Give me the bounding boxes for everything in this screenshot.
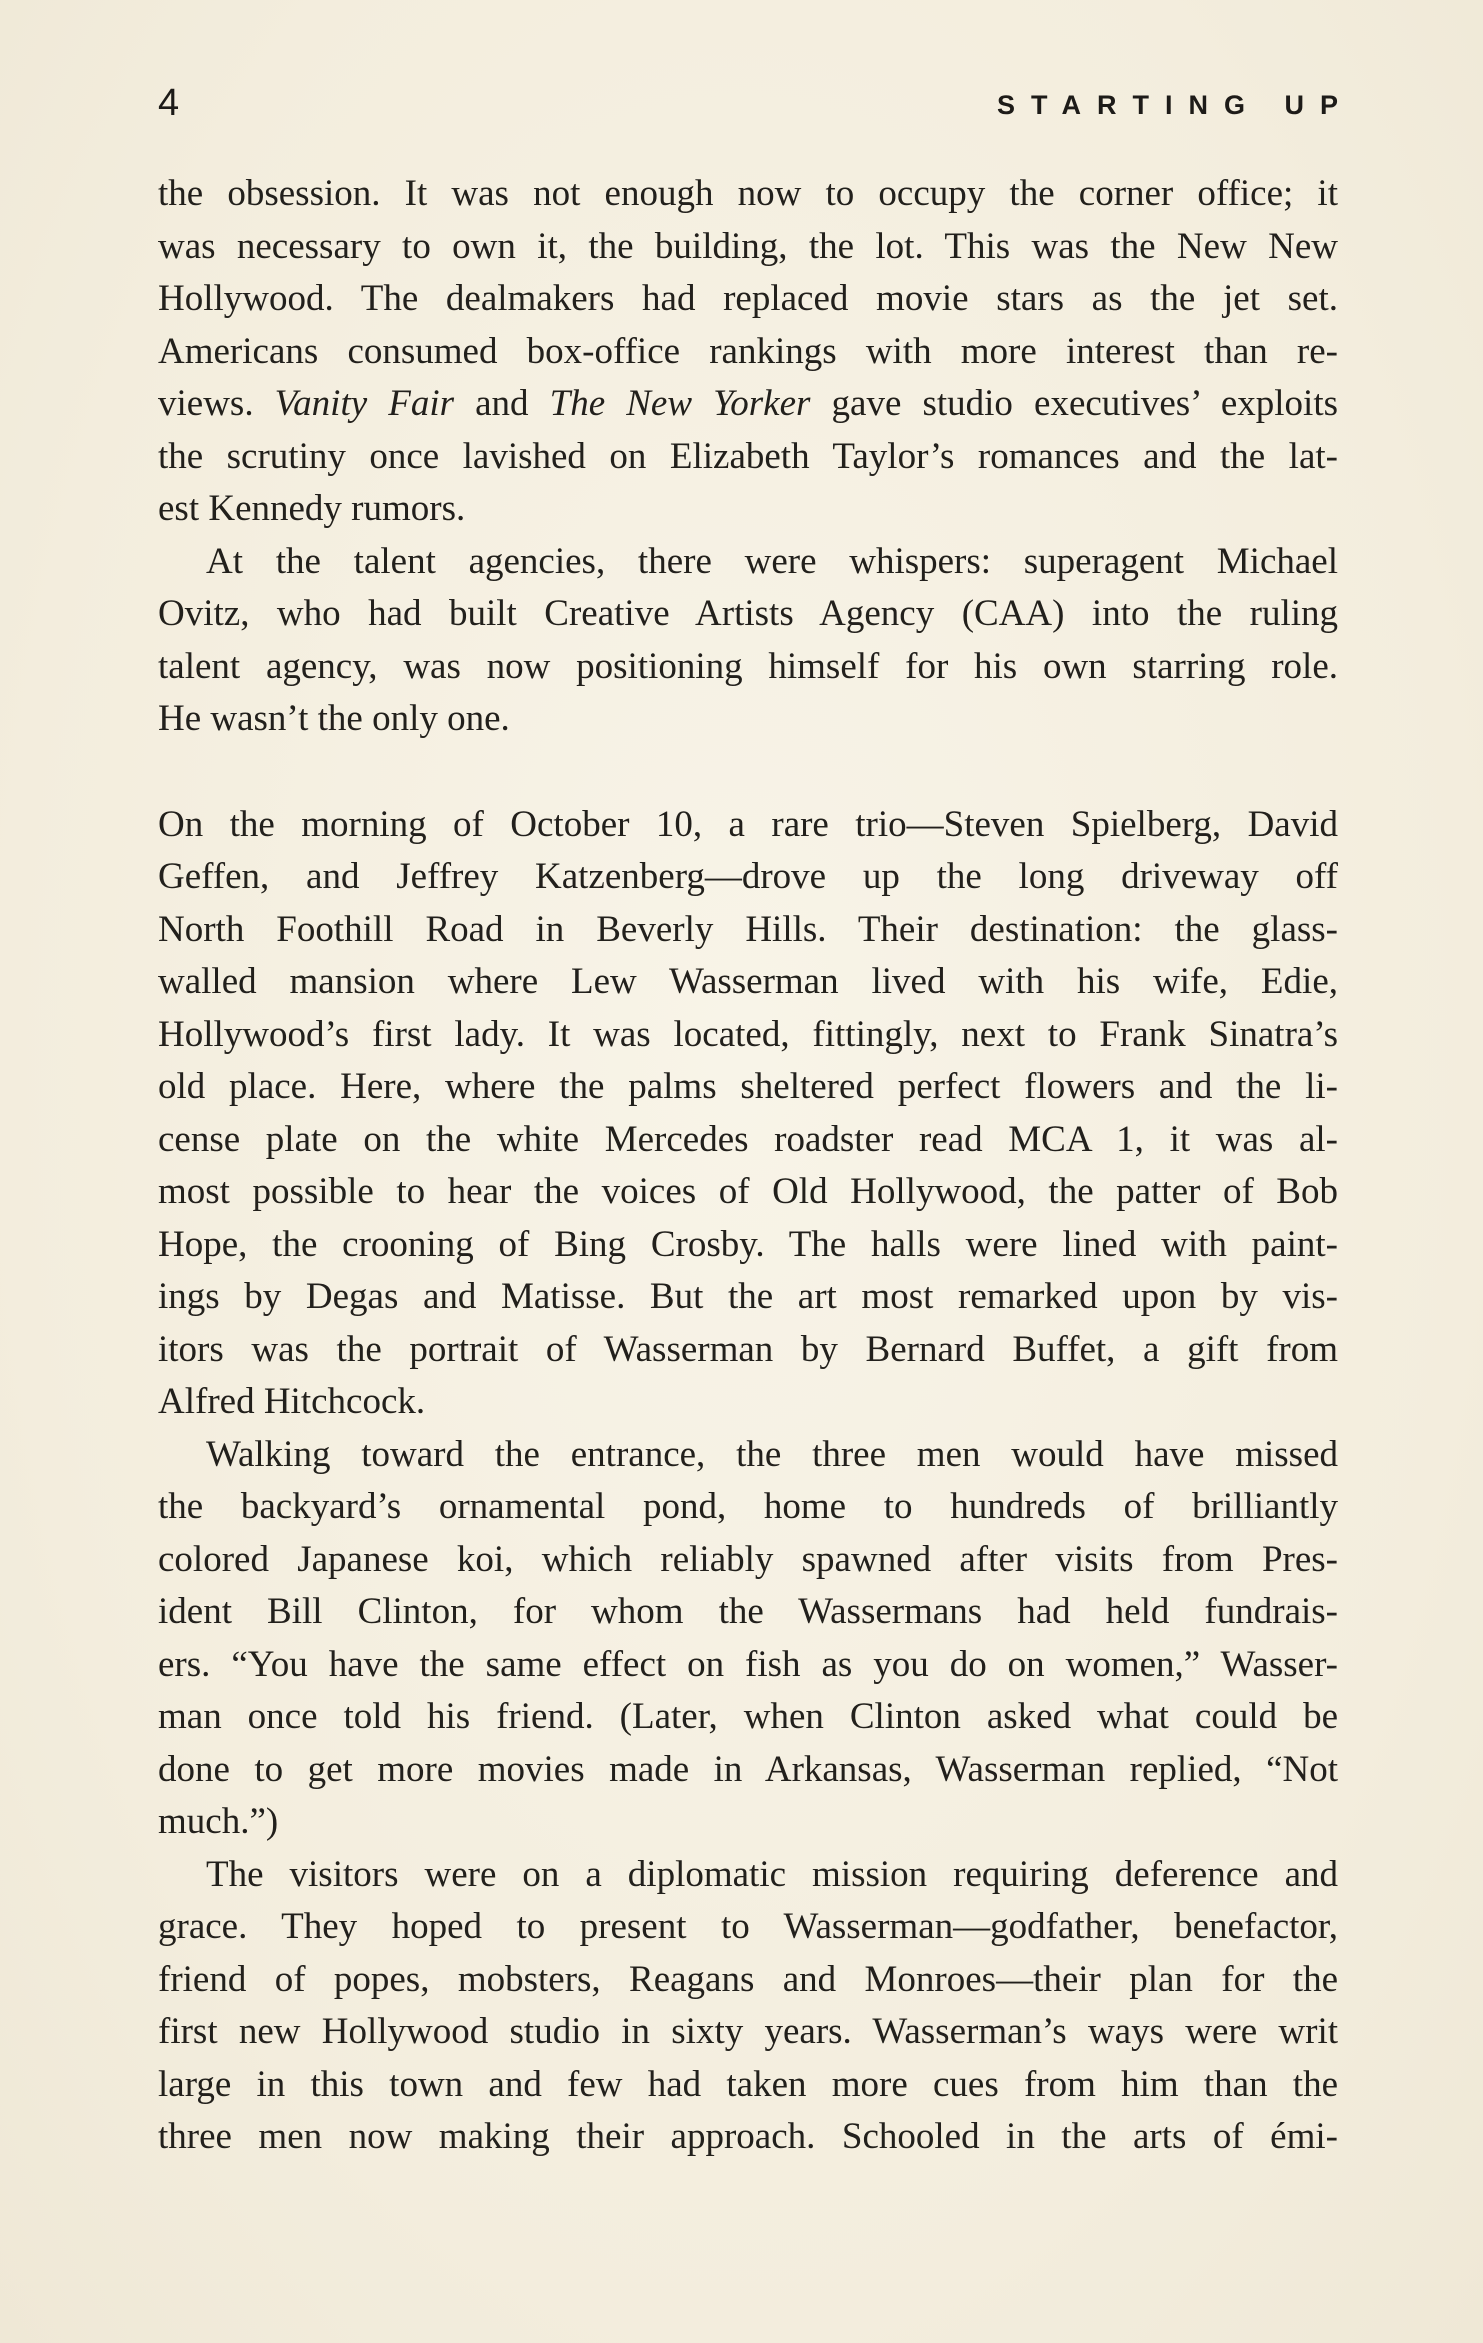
text-line bbox=[158, 1376, 1338, 1429]
text-run: Geffen, and Jeffrey Katzenberg—drove up the long driveway off bbox=[158, 856, 1338, 897]
paragraph bbox=[158, 168, 1338, 536]
text-run: colored Japanese koi, which reliably spawned after visits from Pres- bbox=[158, 1538, 1338, 1580]
text-run: the backyard’s ornamental pond, home to hundreds of brilliantly bbox=[158, 1486, 1338, 1527]
text-run: gave studio executives’ exploits bbox=[810, 383, 1338, 424]
text-line bbox=[158, 1219, 1338, 1272]
text-run: North Foothill Road in Beverly Hills. Their destination: the glass- bbox=[158, 908, 1338, 950]
text-line bbox=[158, 2059, 1338, 2112]
text-run: large in this town and few had taken more cues from him than the bbox=[158, 2063, 1338, 2105]
text-run: He wasn’t the only one. bbox=[158, 698, 510, 739]
text-line bbox=[158, 326, 1338, 379]
text-line bbox=[158, 956, 1338, 1009]
text-line bbox=[158, 1796, 1338, 1849]
text-line bbox=[158, 431, 1338, 484]
section-break bbox=[158, 746, 1338, 799]
text-line bbox=[158, 1691, 1338, 1744]
text-run: first new Hollywood studio in sixty years. Wasserman’s ways were writ bbox=[158, 2011, 1338, 2052]
text-run: ers. “You have the same effect on fish as you do on women,” Wasser- bbox=[158, 1643, 1338, 1685]
text-line bbox=[158, 1061, 1338, 1114]
text-line bbox=[158, 1481, 1338, 1534]
text-run: Alfred Hitchcock. bbox=[158, 1381, 426, 1422]
paragraph bbox=[158, 799, 1338, 1429]
text-run: Americans consumed box-office rankings with more interest than re- bbox=[158, 330, 1338, 372]
text-run: walled mansion where Lew Wasserman lived with his wife, Edie, bbox=[158, 961, 1338, 1002]
text-line bbox=[158, 1534, 1338, 1587]
text-line bbox=[158, 799, 1338, 852]
text-line bbox=[158, 1429, 1338, 1482]
text-line bbox=[158, 2006, 1338, 2059]
text-run: ings by Degas and Matisse. But the art most remarked upon by vis- bbox=[158, 1276, 1338, 1317]
text-run: cense plate on the white Mercedes roadster read MCA 1, it was al- bbox=[158, 1118, 1338, 1160]
text-run: grace. They hoped to present to Wasserman—godfather, benefactor, bbox=[158, 1906, 1338, 1947]
body-text bbox=[158, 168, 1338, 2164]
text-run: Hollywood’s first lady. It was located, fittingly, next to Frank Sinatra’s bbox=[158, 1013, 1338, 1055]
text-run: itors was the portrait of Wasserman by Bernard Buffet, a gift from bbox=[158, 1328, 1338, 1370]
text-line bbox=[158, 168, 1338, 221]
text-line bbox=[158, 588, 1338, 641]
text-run: Walking toward the entrance, the three men would have missed bbox=[206, 1433, 1338, 1475]
text-line bbox=[158, 693, 1338, 746]
text-run: the scrutiny once lavished on Elizabeth Taylor’s romances and the lat- bbox=[158, 435, 1338, 477]
text-run: Ovitz, who had built Creative Artists Agency (CAA) into the ruling bbox=[158, 593, 1338, 634]
paragraph bbox=[158, 1849, 1338, 2164]
paragraph bbox=[158, 536, 1338, 746]
running-head bbox=[158, 80, 1354, 140]
text-line bbox=[158, 1849, 1338, 1902]
text-line bbox=[158, 1744, 1338, 1797]
text-line bbox=[158, 273, 1338, 326]
text-line bbox=[158, 1271, 1338, 1324]
italic-title: The New Yorker bbox=[549, 383, 811, 424]
text-run: talent agency, was now positioning himself for his own starring role. bbox=[158, 645, 1338, 687]
text-run: ident Bill Clinton, for whom the Wassermans had held fundrais- bbox=[158, 1591, 1338, 1632]
text-run: was necessary to own it, the building, the lot. This was the New New bbox=[158, 225, 1338, 267]
text-run: done to get more movies made in Arkansas, Wasserman replied, “Not bbox=[158, 1748, 1338, 1790]
text-line bbox=[158, 1114, 1338, 1167]
text-line bbox=[158, 904, 1338, 957]
running-title: STARTING UP bbox=[997, 90, 1354, 120]
text-run: friend of popes, mobsters, Reagans and Monroes—their plan for the bbox=[158, 1958, 1338, 2000]
text-run: On the morning of October 10, a rare trio—Steven Spielberg, David bbox=[158, 803, 1338, 845]
text-line bbox=[158, 641, 1338, 694]
text-run: Hope, the crooning of Bing Crosby. The halls were lined with paint- bbox=[158, 1223, 1338, 1265]
text-run: old place. Here, where the palms sheltered perfect flowers and the li- bbox=[158, 1066, 1338, 1107]
italic-title: Vanity Fair bbox=[274, 383, 455, 424]
page-number: 4 bbox=[158, 82, 180, 124]
text-line bbox=[158, 851, 1338, 904]
text-line bbox=[158, 221, 1338, 274]
text-line bbox=[158, 483, 1338, 536]
text-line bbox=[158, 1954, 1338, 2007]
text-line bbox=[158, 1901, 1338, 1954]
text-line bbox=[158, 536, 1338, 589]
text-run: The visitors were on a diplomatic mission requiring deference and bbox=[206, 1853, 1338, 1895]
text-run: three men now making their approach. Schooled in the arts of émi- bbox=[158, 2116, 1338, 2157]
text-run: est Kennedy rumors. bbox=[158, 488, 466, 529]
text-run: the obsession. It was not enough now to occupy the corner office; it bbox=[158, 173, 1338, 214]
text-run: much.”) bbox=[158, 1801, 279, 1842]
text-line bbox=[158, 1586, 1338, 1639]
text-run: At the talent agencies, there were whispers: superagent Michael bbox=[206, 540, 1338, 582]
text-line bbox=[158, 1166, 1338, 1219]
text-line bbox=[158, 1324, 1338, 1377]
paragraph bbox=[158, 1429, 1338, 1849]
text-line bbox=[158, 1009, 1338, 1062]
text-line bbox=[158, 2111, 1338, 2164]
text-line bbox=[158, 1639, 1338, 1692]
text-run: man once told his friend. (Later, when Clinton asked what could be bbox=[158, 1696, 1338, 1737]
text-run: and bbox=[454, 383, 550, 424]
text-run: views. bbox=[158, 383, 275, 424]
text-line bbox=[158, 378, 1338, 431]
text-run: most possible to hear the voices of Old Hollywood, the patter of Bob bbox=[158, 1171, 1338, 1212]
text-run: Hollywood. The dealmakers had replaced movie stars as the jet set. bbox=[158, 278, 1338, 319]
